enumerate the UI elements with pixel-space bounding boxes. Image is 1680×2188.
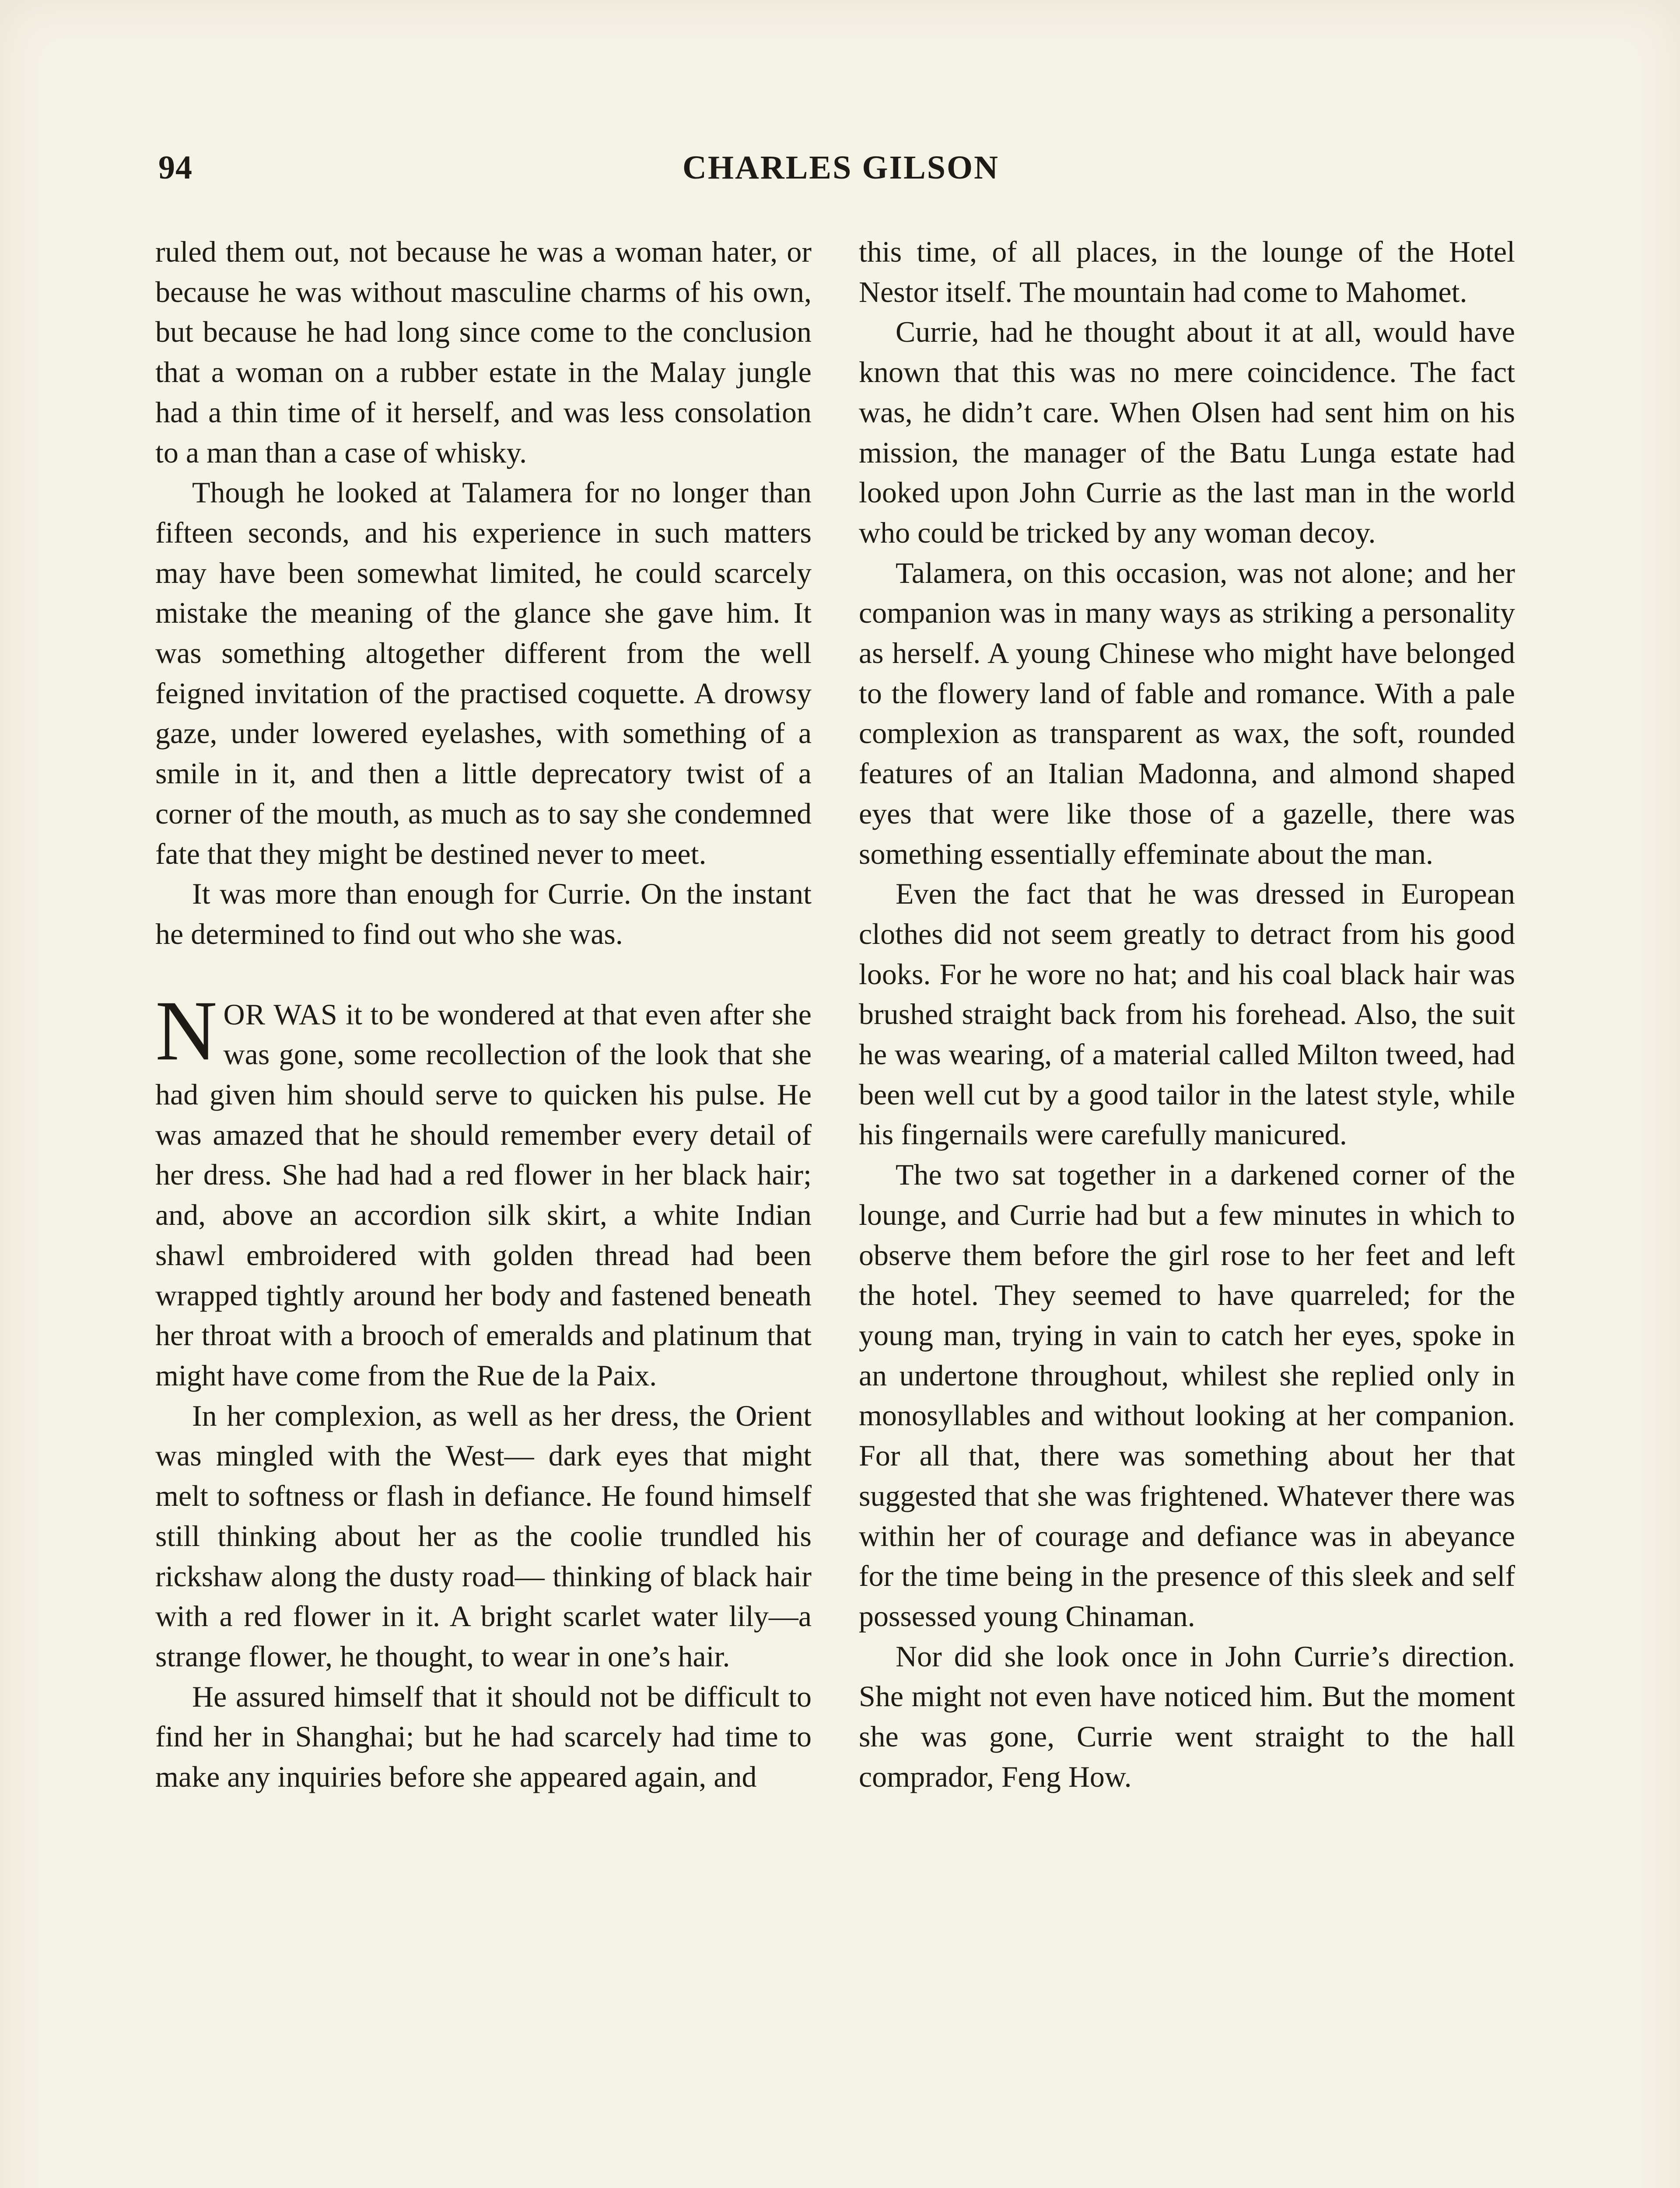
paragraph-text: it to be wondered at that even after she was gone, some recollection of the look that she had given him should serve to quicken his pulse. He was amazed that he should remember every detail of her dress. She had had a red flower in her black hair; and, above an accordion silk skirt, a white Indian shawl embroidered with golden thread had been wrapped tightly around her body and fastened beneath her throat with a brooch of emeralds and platinum that might have come from the Rue de la Paix. (155, 997, 812, 1392)
paragraph: Nor did she look once in John Currie’s direction. She might not even have noticed him. But the moment she was gone, Currie went straight to the hall comprador, Feng How. (859, 1639, 1515, 1793)
paragraph: Even the fact that he was dressed in European clothes did not seem greatly to detract from his good looks. For he wore no hat; and his coal black hair was brushed straight back from his forehead. Also, the suit he was wearing, of a material called Milton tweed, had been well cut by a good tailor in the latest style, while his fingernails were carefully manicured. (859, 877, 1515, 1151)
left-column (155, 232, 812, 1797)
paragraph: Though he looked at Talamera for no longer than fifteen seconds, and his experience in such matters may have been somewhat limited, he could scarcely mistake the meaning of the glance she gave him. It was something altogether different from the well feigned invitation of the practised coquette. A drowsy gaze, under lowered eyelashes, with something of a smile in it, and then a little deprecatory twist of a corner of the mouth, as much as to say she condemned fate that they might be destined never to meet. (155, 476, 812, 870)
paragraph: ruled them out, not because he was a woman hater, or because he was without masculine charms of his own, but because he had long since come to the conclusion that a woman on a rubber estate in the Malay jungle had a thin time of it herself, and was less consolation to a man than a case of whisky. (155, 235, 812, 469)
page-header (158, 149, 1523, 201)
paragraph: In her complexion, as well as her dress, the Orient was mingled with the West— dark eyes that might melt to softness or flash in defiance. He found himself still thinking about her as the coolie trundled his rickshaw along the dusty road— thinking of black hair with a red flower in it. A bright scarlet water lily—a strange flower, he thought, to wear in one’s hair. (155, 1399, 812, 1673)
page-number: 94 (158, 149, 192, 186)
running-head: CHARLES GILSON (682, 149, 1000, 186)
paragraph: Talamera, on this occasion, was not alone; and her companion was in many ways as striking a personality as herself. A young Chinese who might have belonged to the flowery land of fable and romance. With a pale complexion as transparent as wax, the soft, rounded features of an Italian Madonna, and almond shaped eyes that were like those of a gazelle, there was something essentially effeminate about the man. (859, 556, 1515, 870)
paragraph: It was more than enough for Currie. On the instant he determined to find out who she was. (155, 877, 812, 950)
drop-cap: N (155, 983, 217, 1078)
paragraph: Currie, had he thought about it at all, would have known that this was no mere coincidence. The fact was, he didn’t care. When Olsen had sent him on his mission, the manager of the Batu Lunga estate had looked upon John Currie as the last man in the world who could be tricked by any woman decoy. (859, 315, 1515, 549)
paragraph: He assured himself that it should not be difficult to find her in Shanghai; but he had scarcely had time to make any inquiries before she appeared again, and (155, 1680, 812, 1794)
section-opening-paragraph (155, 983, 812, 1396)
paragraph: this time, of all places, in the lounge of the Hotel Nestor itself. The mountain had come to Mahomet. (859, 235, 1515, 309)
right-column (859, 232, 1515, 1797)
lead-in-text: OR WAS (223, 997, 338, 1031)
paragraph: The two sat together in a darkened corner of the lounge, and Currie had but a few minutes in which to observe them before the girl rose to her feet and left the hotel. They seemed to have quarreled; for the young man, trying in vain to catch her eyes, spoke in an undertone throughout, whilest she replied only in monosyllables and without looking at her companion. For all that, there was something about her that suggested that she was frightened. Whatever there was within her of courage and defiance was in abeyance for the time being in the presence of this sleek and self possessed young Chinaman. (859, 1158, 1515, 1633)
